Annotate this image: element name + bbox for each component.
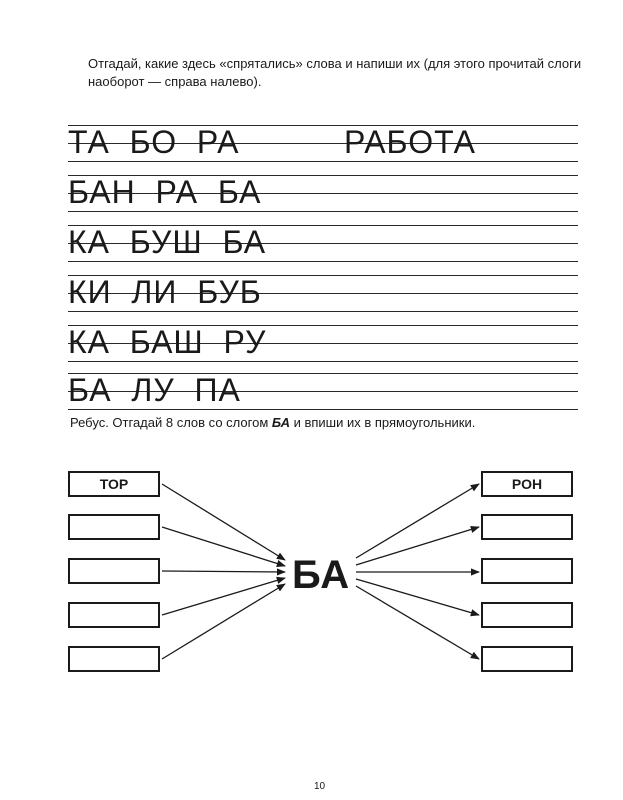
right-box-4[interactable] [481, 602, 573, 628]
center-syllable: БА [292, 553, 351, 597]
syllables: ТА БО РА [68, 124, 240, 160]
rebus-instruction-post: и впиши их в прямоугольники. [289, 415, 476, 430]
left-box-2[interactable] [68, 514, 160, 540]
right-box-3[interactable] [481, 558, 573, 584]
right-box-5[interactable] [481, 646, 573, 672]
right-box-1[interactable]: РОН [481, 471, 573, 497]
rebus-instruction-pre: Ребус. Отгадай 8 слов со слогом [70, 415, 272, 430]
answer-text[interactable]: РАБОТА [344, 124, 476, 160]
syllables: БАН РА БА [68, 174, 262, 210]
left-box-3[interactable] [68, 558, 160, 584]
syllables: БА ЛУ ПА [68, 372, 241, 408]
left-box-5[interactable] [68, 646, 160, 672]
rebus-instruction-syllable: БА [271, 415, 290, 430]
syllables: КИ ЛИ БУБ [68, 274, 262, 310]
left-box-4[interactable] [68, 602, 160, 628]
syllables: КА БУШ БА [68, 224, 267, 260]
left-box-1[interactable]: ТОР [68, 471, 160, 497]
syllables: КА БАШ РУ [68, 324, 267, 360]
instruction-text: Отгадай, какие здесь «спрятались» слова и напиши их (для этого прочитай слоги наоборот — справа налево). [88, 56, 582, 89]
right-box-2[interactable] [481, 514, 573, 540]
page-number: 10 [314, 781, 326, 792]
